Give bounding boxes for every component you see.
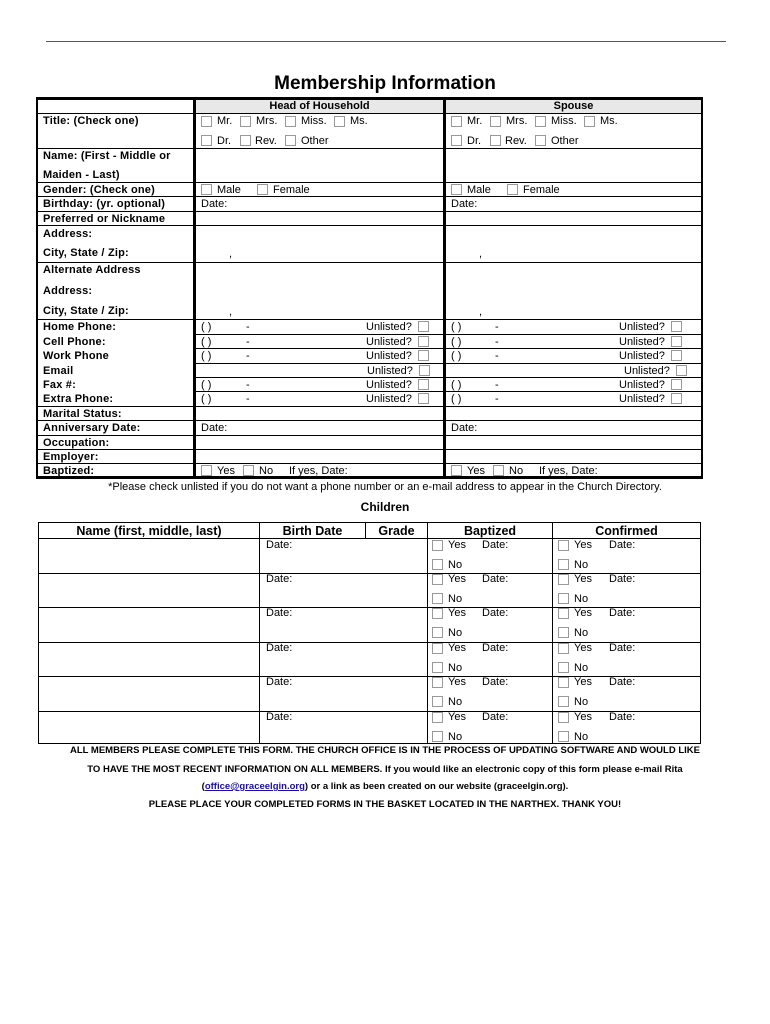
child-baptized-date[interactable]: Date: (482, 573, 509, 585)
child-confirmed-yes-label: Yes (574, 676, 592, 688)
label-employer: Employer: (43, 451, 99, 463)
unlisted-note: *Please check unlisted if you do not want a phone number or an e-mail address to appear in the Church Directory. (108, 481, 662, 493)
dash: - (495, 321, 499, 333)
children-table (38, 522, 701, 744)
child-baptized-yes-label: Yes (448, 539, 466, 551)
unlisted-label: Unlisted? (619, 336, 665, 348)
child-baptized-yes-checkbox[interactable] (432, 712, 443, 723)
col-birth-header: Birth Date (282, 524, 343, 538)
child-baptized-yes-label: Yes (448, 607, 466, 619)
spouse-header: Spouse (553, 100, 594, 112)
head-miss-label: Miss. (301, 115, 327, 127)
dash: - (246, 321, 250, 333)
unlisted-label: Unlisted? (366, 379, 412, 391)
head-male-label: Male (217, 184, 241, 196)
child-baptized-yes-label: Yes (448, 642, 466, 654)
head-dr-label: Dr. (217, 135, 232, 147)
spouse-extra-phone[interactable]: ( ) (451, 393, 462, 405)
head-fax-unlisted-checkbox[interactable] (418, 379, 429, 390)
label-fax: Fax #: (43, 379, 76, 391)
head-extra-phone[interactable]: ( ) (201, 393, 212, 405)
dash: - (495, 336, 499, 348)
label-work-phone: Work Phone (43, 350, 109, 362)
spouse-fax[interactable]: ( ) (451, 379, 462, 391)
footer-line-3 (0, 781, 770, 792)
spouse-other-label: Other (551, 135, 579, 147)
row-line (38, 211, 701, 212)
child-baptized-yes-checkbox[interactable] (432, 608, 443, 619)
spouse-miss-checkbox[interactable] (535, 116, 546, 127)
child-birth-date[interactable]: Date: (266, 676, 293, 688)
head-mr-label: Mr. (217, 115, 233, 127)
row-line (38, 420, 701, 421)
head-male-checkbox[interactable] (201, 184, 212, 195)
yes-label: Yes (467, 465, 485, 477)
row-line (196, 334, 701, 335)
head-work-phone[interactable]: ( ) (201, 350, 212, 362)
label-city-2: City, State / Zip: (43, 305, 129, 317)
child-birth-date[interactable]: Date: (266, 642, 293, 654)
label-name-cont: Maiden - Last) (43, 169, 120, 181)
head-city-comma: , (229, 248, 233, 260)
child-baptized-no-label: No (448, 731, 463, 743)
dash: - (495, 393, 499, 405)
child-baptized-yes-label: Yes (448, 711, 466, 723)
spouse-dr-label: Dr. (467, 135, 482, 147)
label-email: Email (43, 365, 74, 377)
spouse-ms-checkbox[interactable] (584, 116, 595, 127)
label-occupation: Occupation: (43, 437, 110, 449)
label-cell-phone: Cell Phone: (43, 336, 106, 348)
child-confirmed-date[interactable]: Date: (609, 539, 636, 551)
child-confirmed-yes-label: Yes (574, 539, 592, 551)
child-birth-date[interactable]: Date: (266, 539, 293, 551)
footer-line-4: PLEASE PLACE YOUR COMPLETED FORMS IN THE BASKET LOCATED IN THE NARTHEX. THANK YOU! (148, 799, 622, 810)
label-alt-address: Alternate Address (43, 264, 141, 276)
spouse-home-unlisted-checkbox[interactable] (671, 321, 682, 332)
head-rev-label: Rev. (255, 135, 277, 147)
footer-line-1: ALL MEMBERS PLEASE COMPLETE THIS FORM. THE CHURCH OFFICE IS IN THE PROCESS OF UPDATING SOFTWARE AND WOULD LIKE (69, 745, 700, 756)
dash: - (246, 350, 250, 362)
child-confirmed-no-checkbox[interactable] (558, 559, 569, 570)
child-confirmed-yes-checkbox[interactable] (558, 677, 569, 688)
dash: - (246, 336, 250, 348)
unlisted-label: Unlisted? (366, 336, 412, 348)
row-line (39, 711, 700, 712)
head-baptized-no-checkbox[interactable] (243, 465, 254, 476)
head-other-checkbox[interactable] (285, 135, 296, 146)
head-home-unlisted-checkbox[interactable] (418, 321, 429, 332)
row-line (39, 642, 700, 643)
child-baptized-no-label: No (448, 627, 463, 639)
yes-label: Yes (217, 465, 235, 477)
spouse-baptized-yes-checkbox[interactable] (451, 465, 462, 476)
no-label: No (259, 465, 274, 477)
child-baptized-no-checkbox[interactable] (432, 696, 443, 707)
col-sep-1 (193, 97, 196, 479)
row-line (39, 607, 700, 608)
child-confirmed-no-checkbox[interactable] (558, 731, 569, 742)
spouse-work-unlisted-checkbox[interactable] (671, 350, 682, 361)
spouse-rev-checkbox[interactable] (490, 135, 501, 146)
row-line (196, 348, 701, 349)
col-line (427, 523, 428, 743)
spouse-female-checkbox[interactable] (507, 184, 518, 195)
label-name: Name: (First - Middle or (43, 150, 171, 162)
spouse-email-unlisted-checkbox[interactable] (676, 365, 687, 376)
child-baptized-no-checkbox[interactable] (432, 731, 443, 742)
row-line (38, 148, 701, 149)
label-anniversary: Anniversary Date: (43, 422, 141, 434)
child-confirmed-no-checkbox[interactable] (558, 593, 569, 604)
col-sep-2 (443, 97, 446, 479)
child-confirmed-no-label: No (574, 627, 589, 639)
row-line (38, 196, 701, 197)
spouse-cell-unlisted-checkbox[interactable] (671, 336, 682, 347)
spouse-male-label: Male (467, 184, 491, 196)
unlisted-label: Unlisted? (367, 365, 413, 377)
spouse-baptized-no-checkbox[interactable] (493, 465, 504, 476)
child-confirmed-date[interactable]: Date: (609, 676, 636, 688)
label-birthday: Birthday: (yr. optional) (43, 198, 166, 210)
unlisted-label: Unlisted? (619, 350, 665, 362)
spouse-dr-checkbox[interactable] (451, 135, 462, 146)
head-cell-unlisted-checkbox[interactable] (418, 336, 429, 347)
dash: - (246, 393, 250, 405)
spouse-male-checkbox[interactable] (451, 184, 462, 195)
child-baptized-date[interactable]: Date: (482, 642, 509, 654)
dash: - (495, 379, 499, 391)
spouse-cell-phone[interactable]: ( ) (451, 336, 462, 348)
row-line (38, 406, 701, 407)
head-mrs-checkbox[interactable] (240, 116, 251, 127)
child-baptized-yes-checkbox[interactable] (432, 643, 443, 654)
row-line (38, 463, 701, 464)
row-line (38, 319, 701, 320)
child-baptized-date[interactable]: Date: (482, 607, 509, 619)
label-city: City, State / Zip: (43, 247, 129, 259)
child-baptized-yes-checkbox[interactable] (432, 540, 443, 551)
col-line (259, 523, 260, 743)
child-confirmed-no-label: No (574, 731, 589, 743)
form-border-right (701, 97, 703, 479)
spouse-female-label: Female (523, 184, 560, 196)
child-confirmed-no-label: No (574, 593, 589, 605)
child-baptized-yes-label: Yes (448, 676, 466, 688)
head-home-phone[interactable]: ( ) (201, 321, 212, 333)
child-confirmed-date[interactable]: Date: (609, 711, 636, 723)
head-ms-label: Ms. (350, 115, 368, 127)
child-confirmed-no-checkbox[interactable] (558, 696, 569, 707)
child-baptized-yes-checkbox[interactable] (432, 574, 443, 585)
child-baptized-yes-label: Yes (448, 573, 466, 585)
footer-open-paren: ( (201, 781, 205, 792)
child-baptized-date[interactable]: Date: (482, 711, 509, 723)
row-line (38, 182, 701, 183)
unlisted-label: Unlisted? (619, 379, 665, 391)
child-confirmed-yes-label: Yes (574, 607, 592, 619)
child-birth-date[interactable]: Date: (266, 607, 293, 619)
label-home-phone: Home Phone: (43, 321, 117, 333)
row-line (38, 225, 701, 226)
if-yes-date-label: If yes, Date: (289, 465, 348, 477)
spouse-rev-label: Rev. (505, 135, 527, 147)
spouse-birthday-date[interactable]: Date: (451, 198, 478, 210)
children-heading: Children (360, 500, 410, 514)
spouse-extra-unlisted-checkbox[interactable] (671, 393, 682, 404)
spouse-mr-checkbox[interactable] (451, 116, 462, 127)
head-work-unlisted-checkbox[interactable] (418, 350, 429, 361)
spouse-home-phone[interactable]: ( ) (451, 321, 462, 333)
unlisted-label: Unlisted? (619, 321, 665, 333)
footer-line-3-rest: ) or a link as been created on our website (graceelgin.org). (304, 781, 569, 792)
row-line (38, 113, 193, 114)
unlisted-label: Unlisted? (366, 350, 412, 362)
head-of-household-header: Head of Household (269, 100, 370, 112)
dash: - (246, 379, 250, 391)
head-email-unlisted-checkbox[interactable] (419, 365, 430, 376)
form-title: Membership Information (274, 73, 496, 94)
head-city2-comma: , (229, 306, 233, 318)
spouse-mrs-label: Mrs. (506, 115, 528, 127)
child-baptized-yes-checkbox[interactable] (432, 677, 443, 688)
spouse-ms-label: Ms. (600, 115, 618, 127)
spouse-mr-label: Mr. (467, 115, 483, 127)
unlisted-label: Unlisted? (619, 393, 665, 405)
row-line (39, 676, 700, 677)
label-extra-phone: Extra Phone: (43, 393, 114, 405)
label-baptized: Baptized: (43, 465, 95, 477)
col-baptized-header: Baptized (463, 524, 517, 538)
head-other-label: Other (301, 135, 329, 147)
child-confirmed-yes-checkbox[interactable] (558, 712, 569, 723)
child-birth-date[interactable]: Date: (266, 573, 293, 585)
head-female-checkbox[interactable] (257, 184, 268, 195)
child-baptized-date[interactable]: Date: (482, 676, 509, 688)
row-line (38, 262, 701, 263)
form-border-bottom (36, 476, 702, 479)
child-baptized-no-checkbox[interactable] (432, 593, 443, 604)
head-birthday-date[interactable]: Date: (201, 198, 228, 210)
child-confirmed-yes-checkbox[interactable] (558, 574, 569, 585)
child-confirmed-date[interactable]: Date: (609, 573, 636, 585)
footer-line-2: TO HAVE THE MOST RECENT INFORMATION ON ALL MEMBERS. If you would like an electronic copy of this form please e-mail Rita (87, 764, 683, 775)
child-confirmed-yes-label: Yes (574, 711, 592, 723)
head-extra-unlisted-checkbox[interactable] (418, 393, 429, 404)
spouse-mrs-checkbox[interactable] (490, 116, 501, 127)
child-confirmed-no-label: No (574, 559, 589, 571)
unlisted-label: Unlisted? (366, 393, 412, 405)
child-baptized-no-label: No (448, 593, 463, 605)
label-gender: Gender: (Check one) (43, 184, 155, 196)
head-fax[interactable]: ( ) (201, 379, 212, 391)
spouse-work-phone[interactable]: ( ) (451, 350, 462, 362)
child-confirmed-no-checkbox[interactable] (558, 627, 569, 638)
form-border-left (36, 97, 38, 479)
row-line (196, 391, 701, 392)
child-confirmed-yes-label: Yes (574, 573, 592, 585)
child-confirmed-no-label: No (574, 696, 589, 708)
child-baptized-date[interactable]: Date: (482, 539, 509, 551)
if-yes-date-label: If yes, Date: (539, 465, 598, 477)
head-miss-checkbox[interactable] (285, 116, 296, 127)
child-baptized-no-checkbox[interactable] (432, 559, 443, 570)
spouse-city-comma: , (479, 248, 483, 260)
child-baptized-no-checkbox[interactable] (432, 662, 443, 673)
spouse-fax-unlisted-checkbox[interactable] (671, 379, 682, 390)
head-mrs-label: Mrs. (256, 115, 278, 127)
child-baptized-no-label: No (448, 662, 463, 674)
head-dr-checkbox[interactable] (201, 135, 212, 146)
spouse-other-checkbox[interactable] (535, 135, 546, 146)
col-name-header: Name (first, middle, last) (76, 524, 222, 538)
col-line (552, 523, 553, 743)
spouse-city2-comma: , (479, 306, 483, 318)
label-address: Address: (43, 228, 93, 240)
child-baptized-no-checkbox[interactable] (432, 627, 443, 638)
child-confirmed-date[interactable]: Date: (609, 642, 636, 654)
head-cell-phone[interactable]: ( ) (201, 336, 212, 348)
label-title: Title: (Check one) (43, 115, 139, 127)
head-anniversary-date[interactable]: Date: (201, 422, 228, 434)
row-line (196, 363, 701, 364)
no-label: No (509, 465, 524, 477)
head-rev-checkbox[interactable] (240, 135, 251, 146)
child-confirmed-yes-checkbox[interactable] (558, 540, 569, 551)
child-confirmed-yes-label: Yes (574, 642, 592, 654)
col-confirmed-header: Confirmed (595, 524, 658, 538)
label-nickname: Preferred or Nickname (43, 213, 166, 225)
spouse-miss-label: Miss. (551, 115, 577, 127)
child-birth-date[interactable]: Date: (266, 711, 293, 723)
dash: - (495, 350, 499, 362)
head-female-label: Female (273, 184, 310, 196)
child-confirmed-no-label: No (574, 662, 589, 674)
row-line (38, 449, 701, 450)
label-address-2: Address: (43, 285, 93, 297)
label-marital: Marital Status: (43, 408, 122, 420)
child-confirmed-yes-checkbox[interactable] (558, 608, 569, 619)
row-line (196, 377, 701, 378)
child-confirmed-date[interactable]: Date: (609, 607, 636, 619)
unlisted-label: Unlisted? (366, 321, 412, 333)
head-mr-checkbox[interactable] (201, 116, 212, 127)
child-baptized-no-label: No (448, 559, 463, 571)
head-baptized-yes-checkbox[interactable] (201, 465, 212, 476)
child-baptized-no-label: No (448, 696, 463, 708)
table-header-line (39, 538, 700, 539)
row-line (38, 435, 701, 436)
child-confirmed-yes-checkbox[interactable] (558, 643, 569, 654)
row-line (196, 113, 701, 114)
child-confirmed-no-checkbox[interactable] (558, 662, 569, 673)
unlisted-label: Unlisted? (624, 365, 670, 377)
col-grade-header: Grade (378, 524, 415, 538)
office-email-link[interactable]: office@graceelgin.org (204, 781, 305, 792)
row-line (39, 573, 700, 574)
spouse-anniversary-date[interactable]: Date: (451, 422, 478, 434)
head-ms-checkbox[interactable] (334, 116, 345, 127)
